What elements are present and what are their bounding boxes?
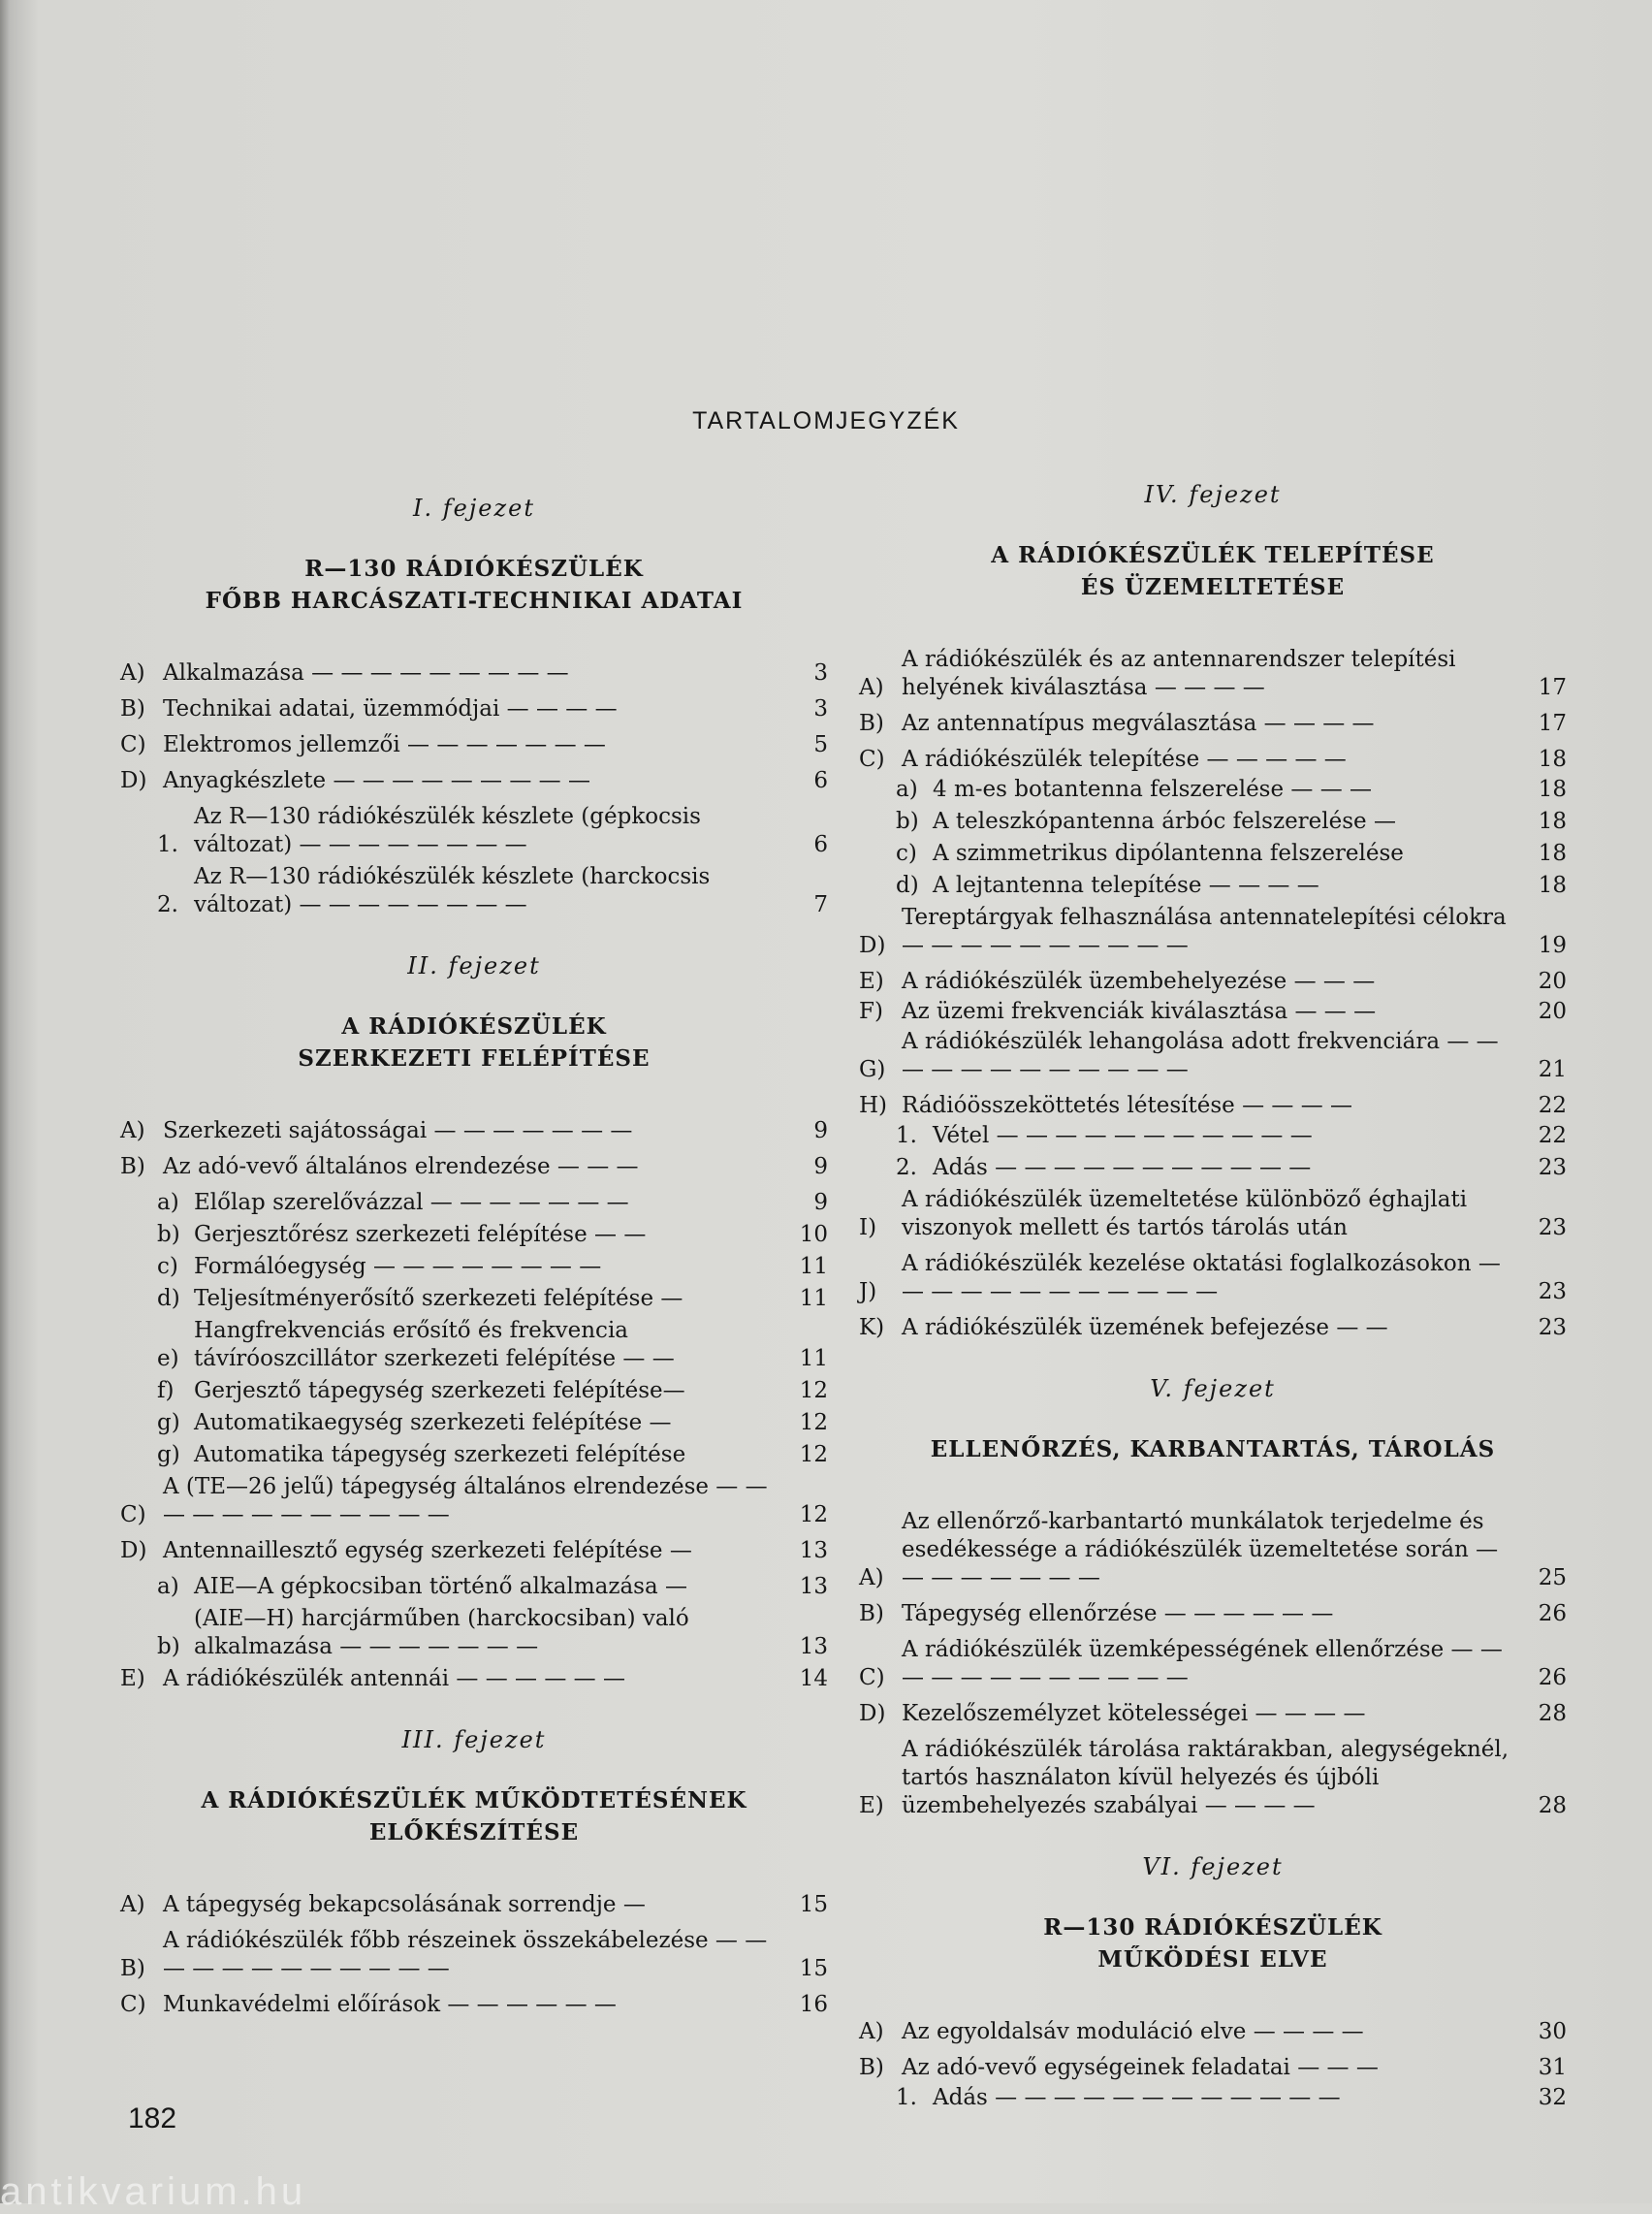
toc-entry-label: g) — [157, 1410, 180, 1435]
toc-entry-page: 23 — [1538, 1279, 1567, 1304]
toc-entry-page: 30 — [1538, 2019, 1567, 2044]
toc-entry-label: C) — [120, 732, 146, 757]
toc-entry-label: d) — [896, 873, 919, 898]
toc-entry-label: H) — [859, 1093, 888, 1118]
toc-entry — [157, 1605, 828, 1661]
toc-entry-text: A tápegység bekapcsolásának sorrendje — — [163, 1892, 646, 1917]
toc-entry-text: Anyagkészlete — — — — — — — — — — [163, 768, 590, 793]
toc-entry-page: 25 — [1538, 1565, 1567, 1590]
toc-entry-text: A rádiókészülék főbb részeinek összekábelezése — — — — — — — — — — — — — [163, 1928, 768, 1981]
toc-entry — [859, 968, 1567, 996]
toc-entry-text: Elektromos jellemzői — — — — — — — — [163, 732, 606, 757]
toc-entry-page: 23 — [1538, 1315, 1567, 1340]
toc-entry-text: A rádiókészülék antennái — — — — — — — [163, 1666, 625, 1691]
toc-entry — [859, 1314, 1567, 1342]
toc-entry-text: 4 m-es botantenna felszerelése — — — — [933, 777, 1373, 802]
toc-entry-text: Tápegység ellenőrzése — — — — — — — [902, 1601, 1334, 1626]
toc-entry-label: F) — [859, 999, 883, 1024]
toc-entry-label: J) — [859, 1279, 877, 1304]
toc-entry-page: 9 — [813, 1154, 828, 1179]
toc-entry-text: Az antennatípus megválasztása — — — — — [902, 711, 1375, 736]
toc-entry-text: Vétel — — — — — — — — — — — — [933, 1123, 1313, 1148]
toc-entry-label: A) — [859, 1565, 884, 1590]
toc-entry-text: Munkavédelmi előírások — — — — — — — [163, 1992, 617, 2017]
toc-entry-label: b) — [157, 1634, 180, 1659]
page-title: TARTALOMJEGYZÉK — [692, 407, 960, 434]
toc-entry-label: f) — [157, 1378, 175, 1403]
chapter-label: II. fejezet — [407, 952, 541, 979]
toc-entry-text: Az ellenőrző-karbantartó munkálatok terjedelme és esedékessége a rádiókészülék üzemeltetése során — — — — — — — — — [902, 1509, 1499, 1590]
toc-entry-text: A rádiókészülék üzemének befejezése — — — [902, 1315, 1388, 1340]
toc-entry-text: A rádiókészülék üzemeltetése különböző éghajlati viszonyok mellett és tartós tárolás után — [902, 1187, 1468, 1240]
toc-entry-text: A rádiókészülék telepítése — — — — — — [902, 747, 1347, 772]
toc-chapter-section — [859, 1853, 1567, 2112]
toc-entry — [157, 1189, 828, 1217]
toc-entry — [896, 840, 1567, 868]
toc-entry — [157, 1409, 828, 1437]
toc-entry — [859, 1028, 1567, 1084]
chapter-heading-line: ELLENŐRZÉS, KARBANTARTÁS, TÁROLÁS — [930, 1436, 1496, 1462]
toc-entry-page: 7 — [813, 892, 828, 917]
toc-entry-page: 26 — [1538, 1601, 1567, 1626]
toc-entry-label: A) — [859, 675, 884, 700]
toc-entry — [157, 1573, 828, 1601]
chapter-heading — [120, 1011, 828, 1075]
toc-entry-text: A rádiókészülék és az antennarendszer telepítési helyének kiválasztása — — — — — [902, 647, 1456, 700]
toc-entry — [859, 746, 1567, 774]
toc-entry-label: D) — [120, 1538, 147, 1563]
chapter-heading — [120, 1784, 828, 1848]
toc-entry — [120, 1927, 828, 1983]
toc-entry-page: 19 — [1538, 933, 1567, 958]
toc-entry-page: 17 — [1538, 675, 1567, 700]
chapter-heading-line: R—130 RÁDIÓKÉSZÜLÉK — [304, 556, 644, 582]
toc-entry-page: 6 — [813, 832, 828, 857]
chapter-heading-line: R—130 RÁDIÓKÉSZÜLÉK — [1043, 1914, 1382, 1941]
toc-entry-text: Rádióösszeköttetés létesítése — — — — — [902, 1093, 1353, 1118]
toc-entry-text: Az R—130 rádiókészülék készlete (harckocsis változat) — — — — — — — — — [194, 864, 711, 917]
toc-entry-page: 23 — [1538, 1215, 1567, 1240]
page-number: 182 — [128, 2102, 177, 2134]
toc-entry — [896, 776, 1567, 804]
toc-entry-page: 3 — [813, 660, 828, 686]
toc-entry-label: c) — [157, 1254, 178, 1279]
toc-entry-label: 1. — [896, 2085, 917, 2110]
toc-entry-label: I) — [859, 1215, 877, 1240]
toc-entry — [157, 1441, 828, 1469]
toc-entry-page: 23 — [1538, 1155, 1567, 1180]
chapter-label: IV. fejezet — [1144, 481, 1282, 508]
chapter-label: V. fejezet — [1150, 1375, 1276, 1402]
toc-entry-page: 20 — [1538, 969, 1567, 994]
toc-entry-page: 18 — [1538, 873, 1567, 898]
toc-entry-text: A teleszkópantenna árbóc felszerelése — — [933, 809, 1396, 834]
toc-entry-label: D) — [120, 768, 147, 793]
toc-entry-label: C) — [859, 747, 885, 772]
chapter-label: III. fejezet — [401, 1726, 547, 1753]
toc-entry-label: d) — [157, 1286, 180, 1311]
toc-entry-text: A rádiókészülék üzemképességének ellenőrzése — — — — — — — — — — — — — [902, 1637, 1503, 1690]
toc-entry-text: Automatika tápegység szerkezeti felépítése — [194, 1442, 686, 1467]
toc-entry-page: 14 — [799, 1666, 828, 1691]
toc-entry-text: Tereptárgyak felhasználása antennatelepítési célokra — — — — — — — — — — — [902, 905, 1507, 958]
toc-entry-label: 1. — [896, 1123, 917, 1148]
toc-entry — [120, 767, 828, 795]
toc-entry-text: Kezelőszemélyzet kötelességei — — — — — [902, 1701, 1366, 1726]
toc-entry-page: 3 — [813, 696, 828, 722]
toc-entry-text: (AIE—H) harcjárműben (harckocsiban) való alkalmazása — — — — — — — — [194, 1606, 689, 1659]
toc-entry — [859, 710, 1567, 738]
toc-entry-page: 11 — [799, 1286, 828, 1311]
toc-entry-label: c) — [896, 841, 917, 866]
chapter-heading-line: ÉS ÜZEMELTETÉSE — [1080, 574, 1346, 600]
toc-entry-page: 20 — [1538, 999, 1567, 1024]
toc-entry — [157, 1221, 828, 1249]
toc-entry-page: 18 — [1538, 777, 1567, 802]
toc-entry-page: 17 — [1538, 711, 1567, 736]
chapter-heading — [859, 1433, 1567, 1465]
toc-entry-label: A) — [120, 1118, 145, 1143]
toc-entry-page: 32 — [1538, 2085, 1567, 2110]
toc-entry-label: b) — [157, 1222, 180, 1247]
toc-entry-text: Az adó-vevő egységeinek feladatai — — — — [902, 2055, 1379, 2080]
watermark: antikvarium.hu — [0, 2170, 307, 2213]
toc-entry-label: b) — [896, 809, 919, 834]
toc-entry-label: E) — [120, 1666, 145, 1691]
toc-entry-label: K) — [859, 1315, 885, 1340]
toc-entry — [859, 1700, 1567, 1728]
toc-entry-page: 18 — [1538, 747, 1567, 772]
toc-entry-page: 9 — [813, 1118, 828, 1143]
toc-entry-label: e) — [157, 1346, 179, 1371]
toc-entry-label: B) — [120, 1956, 145, 1981]
toc-entry-page: 13 — [799, 1634, 828, 1659]
toc-entry — [896, 2084, 1567, 2112]
toc-entry-text: Gerjesztő tápegység szerkezeti felépítése— — [194, 1378, 685, 1403]
toc-entry-label: E) — [859, 969, 884, 994]
toc-entry-page: 13 — [799, 1574, 828, 1599]
toc-entry — [157, 1253, 828, 1281]
toc-entry — [896, 808, 1567, 836]
toc-entry-label: A) — [859, 2019, 884, 2044]
toc-entry-page: 16 — [799, 1992, 828, 2017]
toc-entry-text: Teljesítményerősítő szerkezeti felépítése — — [194, 1286, 683, 1311]
chapter-heading — [859, 539, 1567, 603]
toc-entry-text: Alkalmazása — — — — — — — — — — [163, 660, 569, 686]
toc-entry — [157, 1285, 828, 1313]
toc-entry — [896, 872, 1567, 900]
toc-entry — [120, 1991, 828, 2019]
toc-entry — [859, 1508, 1567, 1592]
chapter-heading-line: FŐBB HARCÁSZATI-TECHNIKAI ADATAI — [205, 588, 744, 614]
toc-entry-label: 1. — [157, 832, 178, 857]
toc-entry-label: g) — [157, 1442, 180, 1467]
toc-entry-text: A lejtantenna telepítése — — — — — [933, 873, 1319, 898]
toc-entry-text: Adás — — — — — — — — — — — — — [933, 2085, 1341, 2110]
toc-entry-label: a) — [157, 1190, 179, 1215]
toc-entry — [859, 1600, 1567, 1628]
toc-entry-label: A) — [120, 660, 145, 686]
toc-entry-label: C) — [120, 1502, 146, 1527]
toc-entry-page: 18 — [1538, 841, 1567, 866]
toc-entry-text: Antennaillesztő egység szerkezeti felépítése — — [163, 1538, 692, 1563]
toc-entry-page: 15 — [799, 1956, 828, 1981]
toc-entry-page: 10 — [799, 1222, 828, 1247]
toc-entry-text: Technikai adatai, üzemmódjai — — — — — [163, 696, 618, 722]
toc-entry — [859, 2018, 1567, 2046]
toc-entry-page: 21 — [1538, 1057, 1567, 1082]
chapter-heading — [120, 553, 828, 617]
toc-entry-label: B) — [859, 711, 884, 736]
toc-entry-text: Az adó-vevő általános elrendezése — — — — [163, 1154, 639, 1179]
toc-entry-text: Gerjesztőrész szerkezeti felépítése — — — [194, 1222, 647, 1247]
toc-entry-text: A rádiókészülék tárolása raktárakban, alegységeknél, tartós használaton kívül helyezés és újbóli üzembehelyezés szabályai — — — — — [902, 1737, 1509, 1818]
toc-entry — [859, 1092, 1567, 1120]
toc-entry-page: 6 — [813, 768, 828, 793]
toc-left-column — [120, 495, 828, 2052]
toc-entry-text: Szerkezeti sajátosságai — — — — — — — — [163, 1118, 633, 1143]
toc-entry — [120, 731, 828, 759]
toc-entry-page: 18 — [1538, 809, 1567, 834]
toc-entry — [157, 1317, 828, 1373]
toc-entry-page: 11 — [799, 1254, 828, 1279]
toc-entry-page: 28 — [1538, 1793, 1567, 1818]
toc-entry — [859, 1250, 1567, 1306]
toc-entry-text: Hangfrekvenciás erősítő és frekvencia távíróoszcillátor szerkezeti felépítése — — — [194, 1318, 675, 1371]
toc-entry-text: Az üzemi frekvenciák kiválasztása — — — — [902, 999, 1377, 1024]
toc-entry-page: 22 — [1538, 1093, 1567, 1118]
toc-entry-text: Az egyoldalsáv moduláció elve — — — — — [902, 2019, 1364, 2044]
toc-entry-page: 11 — [799, 1346, 828, 1371]
toc-entry — [896, 1154, 1567, 1182]
toc-chapter-section — [859, 1375, 1567, 1820]
chapter-heading — [859, 1911, 1567, 1975]
toc-chapter-section — [120, 495, 828, 919]
chapter-label: I. fejezet — [413, 495, 535, 522]
toc-entry — [859, 904, 1567, 960]
toc-entry-text: A szimmetrikus dipólantenna felszerelése — [933, 841, 1404, 866]
toc-entry-label: B) — [120, 1154, 145, 1179]
toc-entry — [120, 1153, 828, 1181]
toc-entry-text: A (TE—26 jelű) tápegység általános elrendezése — — — — — — — — — — — — — [163, 1474, 768, 1527]
toc-chapter-section — [120, 1726, 828, 2019]
toc-entry-page: 9 — [813, 1190, 828, 1215]
toc-entry-label: G) — [859, 1057, 886, 1082]
toc-entry — [157, 803, 828, 859]
chapter-heading-line: A RÁDIÓKÉSZÜLÉK TELEPÍTÉSE — [991, 542, 1435, 568]
toc-entry-label: B) — [859, 1601, 884, 1626]
toc-entry-label: B) — [120, 696, 145, 722]
toc-entry-page: 12 — [799, 1378, 828, 1403]
toc-entry-page: 31 — [1538, 2055, 1567, 2080]
toc-entry-text: A rádiókészülék üzembehelyezése — — — — [902, 969, 1376, 994]
toc-entry-label: 2. — [157, 892, 178, 917]
chapter-heading-line: A RÁDIÓKÉSZÜLÉK MŰKÖDTETÉSÉNEK — [201, 1787, 747, 1813]
toc-right-column — [859, 481, 1567, 2145]
chapter-heading-line: ELŐKÉSZÍTÉSE — [368, 1819, 580, 1845]
toc-entry-label: 2. — [896, 1155, 917, 1180]
toc-entry-page: 12 — [799, 1502, 828, 1527]
toc-entry-text: Formálóegység — — — — — — — — — [194, 1254, 602, 1279]
toc-entry — [120, 1473, 828, 1529]
toc-entry-label: D) — [859, 1701, 886, 1726]
chapter-heading-line: MŰKÖDÉSI ELVE — [1097, 1946, 1328, 1973]
toc-entry — [157, 863, 828, 919]
toc-entry-page: 22 — [1538, 1123, 1567, 1148]
toc-entry — [157, 1377, 828, 1405]
toc-chapter-section — [120, 952, 828, 1693]
chapter-heading-line: A RÁDIÓKÉSZÜLÉK — [341, 1013, 607, 1040]
toc-entry-page: 12 — [799, 1410, 828, 1435]
toc-entry-page: 28 — [1538, 1701, 1567, 1726]
toc-entry — [859, 646, 1567, 702]
toc-entry — [859, 1736, 1567, 1820]
toc-entry-label: B) — [859, 2055, 884, 2080]
toc-entry-page: 12 — [799, 1442, 828, 1467]
toc-entry — [859, 1636, 1567, 1692]
toc-entry-label: C) — [859, 1665, 885, 1690]
toc-entry — [120, 1891, 828, 1919]
toc-entry-page: 5 — [813, 732, 828, 757]
toc-entry-page: 13 — [799, 1538, 828, 1563]
toc-entry — [859, 998, 1567, 1026]
toc-entry-text: Előlap szerelővázzal — — — — — — — — [194, 1190, 629, 1215]
toc-entry-page: 15 — [799, 1892, 828, 1917]
toc-entry — [120, 659, 828, 688]
toc-entry-page: 26 — [1538, 1665, 1567, 1690]
toc-entry-label: A) — [120, 1892, 145, 1917]
toc-chapter-section — [859, 481, 1567, 1342]
toc-entry — [120, 1117, 828, 1145]
toc-entry — [859, 1186, 1567, 1242]
chapter-heading-line: SZERKEZETI FELÉPÍTÉSE — [298, 1045, 651, 1072]
toc-entry-label: a) — [157, 1574, 179, 1599]
toc-entry-text: Az R—130 rádiókészülék készlete (gépkocsis változat) — — — — — — — — — [194, 804, 701, 857]
toc-entry-text: Automatikaegység szerkezeti felépítése — — [194, 1410, 672, 1435]
toc-entry — [120, 695, 828, 723]
toc-entry — [896, 1122, 1567, 1150]
toc-entry-label: E) — [859, 1793, 884, 1818]
chapter-label: VI. fejezet — [1142, 1853, 1284, 1880]
toc-entry — [120, 1537, 828, 1565]
toc-entry-text: AIE—A gépkocsiban történő alkalmazása — — [194, 1574, 688, 1599]
toc-entry-label: D) — [859, 933, 886, 958]
toc-entry — [120, 1665, 828, 1693]
toc-entry-text: A rádiókészülék lehangolása adott frekvenciára — — — — — — — — — — — — — [902, 1029, 1499, 1082]
toc-entry-label: a) — [896, 777, 918, 802]
toc-entry-label: C) — [120, 1992, 146, 2017]
toc-entry-text: A rádiókészülék kezelése oktatási foglalkozásokon — — — — — — — — — — — — — [902, 1251, 1501, 1304]
toc-entry — [859, 2054, 1567, 2082]
toc-entry-text: Adás — — — — — — — — — — — — [933, 1155, 1312, 1180]
